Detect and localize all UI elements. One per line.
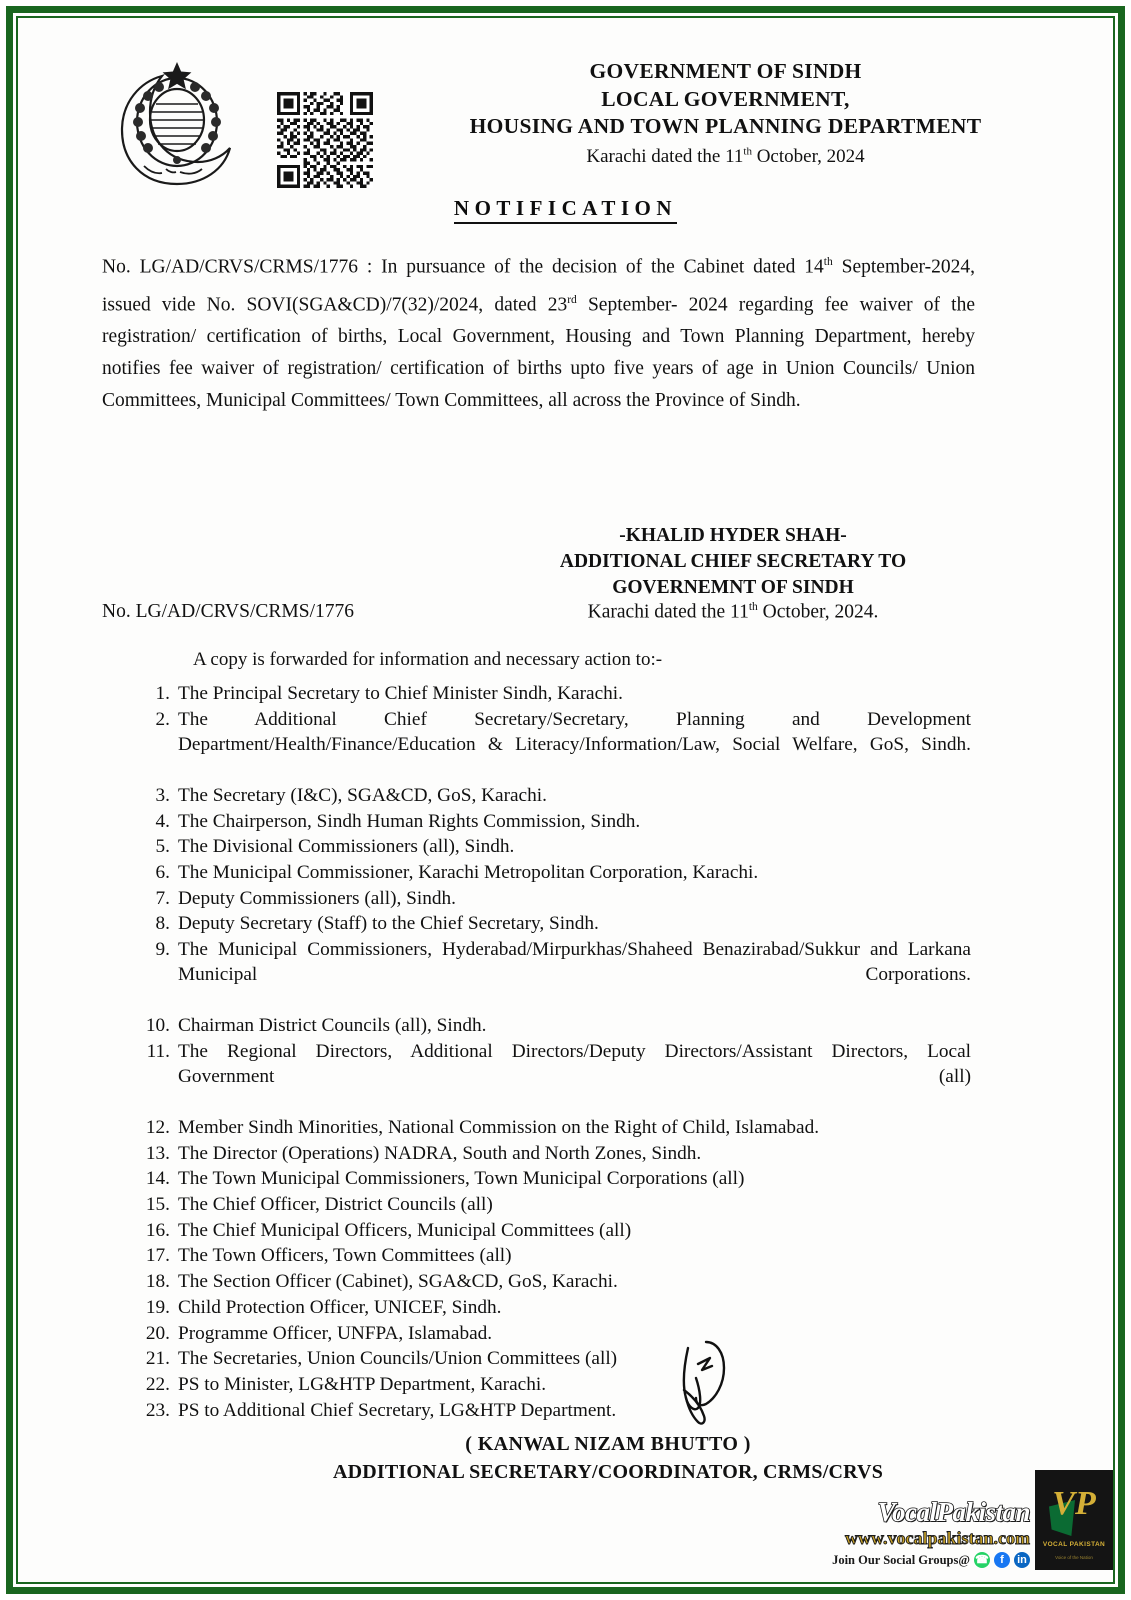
- list-item: [134, 809, 971, 834]
- body-part-2: September-2024, issued vide No. SOVI(SGA&CD)/7(32)/2024, dated 23: [102, 256, 975, 315]
- org-line-department: HOUSING AND TOWN PLANNING DEPARTMENT: [469, 114, 982, 139]
- list-item: [134, 860, 971, 885]
- watermark-url[interactable]: www.vocalpakistan.com: [844, 1527, 1030, 1548]
- list-item-number: 15.: [145, 1194, 170, 1216]
- org-line-government: GOVERNMENT OF SINDH: [589, 59, 862, 83]
- list-item: [134, 911, 971, 936]
- list-item-text: The Town Officers, Town Committees (all): [178, 1245, 512, 1267]
- list-item: [134, 1039, 971, 1115]
- watermark-social-label: Join Our Social Groups@: [832, 1552, 970, 1567]
- list-item: [134, 1192, 971, 1217]
- header-date-suffix: October, 2024: [751, 145, 865, 167]
- closing-name: ( KANWAL NIZAM BHUTTO ): [465, 1433, 751, 1455]
- document-sheet: [18, 18, 1113, 1582]
- list-item: [134, 1346, 971, 1371]
- facebook-icon[interactable]: f: [994, 1552, 1010, 1568]
- notification-body-paragraph: [102, 246, 975, 417]
- list-item-text: The Chief Officer, District Councils (all): [178, 1194, 493, 1216]
- list-item-number: 7.: [155, 887, 170, 909]
- list-item-number: 8.: [155, 913, 170, 935]
- list-item-number: 2.: [155, 708, 170, 730]
- list-item-text: PS to Minister, LG&HTP Department, Karachi.: [178, 1373, 547, 1395]
- handwritten-signature-icon: [658, 1336, 740, 1432]
- list-item-number: 16.: [145, 1219, 170, 1241]
- list-item-text: The Chief Municipal Officers, Municipal Committees (all): [178, 1219, 632, 1241]
- org-line-local-government: LOCAL GOVERNMENT,: [601, 86, 850, 111]
- list-item-text: The Secretaries, Union Councils/Union Committees (all): [178, 1348, 618, 1370]
- list-item-number: 21.: [145, 1348, 170, 1370]
- list-item: [134, 783, 971, 808]
- list-item: [134, 1398, 971, 1423]
- page-border-white-gap: [13, 13, 1118, 1587]
- header-place-date: [388, 143, 1063, 172]
- list-item: [134, 1295, 971, 1320]
- list-item-number: 23.: [145, 1399, 170, 1421]
- header-date-prefix: Karachi dated the 11: [586, 145, 744, 167]
- list-item-number: 1.: [155, 683, 170, 704]
- body-part-3: September- 2024 regarding fee waiver of the registration/ certification of births, Local Government, Housing and Town Planning Department, hereby notifies fee waiver of registration/ certification of births upto five years of age in Union Councils/ Union Committees, Municipal Committees/ Town Committees, all across the Province of Sindh.: [102, 294, 975, 411]
- copy-forwarded-note: A copy is forwarded for information and necessary action to:-: [193, 649, 663, 670]
- list-item: [134, 834, 971, 859]
- list-item-text: The Divisional Commissioners (all), Sindh.: [178, 836, 515, 858]
- list-item: [134, 1218, 971, 1243]
- linkedin-icon[interactable]: in: [1014, 1552, 1030, 1568]
- distribution-list: [134, 681, 971, 1423]
- body-part-1: No. LG/AD/CRVS/CRMS/1776 : In pursuance of the decision of the Cabinet dated 14: [102, 256, 824, 278]
- list-item-text: Child Protection Officer, UNICEF, Sindh.: [178, 1296, 502, 1318]
- list-item: [134, 681, 971, 706]
- list-item-number: 19.: [145, 1296, 170, 1318]
- watermark-logo-monogram: VP: [1052, 1485, 1096, 1522]
- list-item-text: The Regional Directors, Additional Directors/Deputy Directors/Assistant Directors, Local Government (all): [178, 1040, 971, 1088]
- list-item-text: The Additional Chief Secretary/Secretary, Planning and Development Department/Health/Finance/Education & Literacy/Information/Law, Social Welfare, GoS, Sindh.: [178, 708, 971, 755]
- reference-row: [102, 601, 1018, 631]
- signatory-block: [448, 523, 1018, 601]
- list-item: [134, 1141, 971, 1166]
- list-item-number: 17.: [145, 1245, 170, 1267]
- page-title: [18, 196, 1113, 221]
- list-item-text: Deputy Commissioners (all), Sindh.: [178, 887, 456, 909]
- closing-role: ADDITIONAL SECRETARY/COORDINATOR, CRMS/CRVS: [332, 1461, 884, 1483]
- list-item-text: The Municipal Commissioner, Karachi Metropolitan Corporation, Karachi.: [178, 861, 759, 883]
- list-item-text: The Municipal Commissioners, Hyderabad/Mirpurkhas/Shaheed Benazirabad/Sukkur and Larkana Municipal Corporations.: [178, 939, 971, 986]
- list-item: [134, 1166, 971, 1191]
- whatsapp-icon[interactable]: ☎: [975, 1554, 989, 1566]
- list-item-text: The Principal Secretary to Chief Minister Sindh, Karachi.: [178, 683, 623, 704]
- watermark-logo-subtagline: Voice of the Nation: [1055, 1555, 1093, 1560]
- list-item: [134, 1243, 971, 1268]
- list-item-text: The Director (Operations) NADRA, South and North Zones, Sindh.: [178, 1142, 702, 1164]
- list-item: [134, 1013, 971, 1038]
- list-item-text: The Secretary (I&C), SGA&CD, GoS, Karachi.: [178, 784, 547, 806]
- list-item-number: 14.: [145, 1168, 170, 1190]
- body-ordinal-2: rd: [567, 293, 577, 306]
- watermark-text-block: [832, 1496, 1035, 1571]
- list-item-text: The Chairperson, Sindh Human Rights Commission, Sindh.: [178, 810, 641, 832]
- list-item: [134, 1372, 971, 1397]
- list-item-text: Member Sindh Minorities, National Commission on the Right of Child, Islamabad.: [178, 1116, 820, 1138]
- reference-date-suffix: October, 2024.: [757, 601, 879, 623]
- list-item-number: 9.: [155, 939, 170, 961]
- page-border-inner-green: [16, 16, 1115, 1584]
- signatory-name: -KHALID HYDER SHAH-: [619, 525, 847, 546]
- list-item-number: 10.: [145, 1015, 170, 1037]
- sindh-government-emblem-icon: [114, 56, 240, 188]
- list-item-number: 18.: [145, 1271, 170, 1293]
- list-item-number: 5.: [155, 836, 170, 858]
- list-item-number: 3.: [155, 784, 170, 806]
- header-date-ordinal: th: [743, 145, 752, 158]
- notification-heading-text: NOTIFICATION: [454, 196, 677, 224]
- reference-date: [448, 601, 1018, 624]
- watermark-vocalpakistan: [832, 1470, 1113, 1570]
- list-item-text: Deputy Secretary (Staff) to the Chief Secretary, Sindh.: [178, 913, 599, 935]
- list-item: [134, 1269, 971, 1294]
- body-ordinal-1: th: [823, 256, 833, 268]
- list-item: [134, 937, 971, 1013]
- signatory-designation-line1: ADDITIONAL CHIEF SECRETARY TO: [559, 551, 907, 572]
- document-header: [18, 44, 1113, 184]
- list-item: [134, 886, 971, 911]
- list-item-number: 20.: [145, 1322, 170, 1344]
- list-item: [134, 707, 971, 783]
- list-item-number: 11.: [146, 1040, 170, 1062]
- reference-number: No. LG/AD/CRVS/CRMS/1776: [102, 601, 354, 622]
- list-item-number: 4.: [155, 810, 170, 832]
- list-item-text: PS to Additional Chief Secretary, LG&HTP Department.: [178, 1399, 617, 1421]
- list-item-number: 22.: [145, 1373, 170, 1395]
- list-item-text: The Section Officer (Cabinet), SGA&CD, GoS, Karachi.: [178, 1271, 618, 1293]
- list-item: [134, 1115, 971, 1140]
- list-item-number: 6.: [155, 861, 170, 883]
- list-item-text: Chairman District Councils (all), Sindh.: [178, 1015, 487, 1037]
- reference-date-ordinal: th: [748, 601, 758, 613]
- watermark-brand: VocalPakistan: [877, 1496, 1030, 1527]
- reference-date-prefix: Karachi dated the 11: [587, 601, 749, 623]
- qr-code-icon: [277, 92, 373, 188]
- list-item-number: 12.: [145, 1116, 170, 1138]
- list-item-number: 13.: [145, 1142, 170, 1164]
- list-item-text: The Town Municipal Commissioners, Town Municipal Corporations (all): [178, 1168, 745, 1190]
- watermark-social-row: [832, 1552, 1030, 1568]
- watermark-logo-box: [1035, 1470, 1113, 1570]
- list-item-text: Programme Officer, UNFPA, Islamabad.: [178, 1322, 493, 1344]
- department-heading: [388, 58, 1063, 171]
- signatory-designation-line2: GOVERNEMNT OF SINDH: [612, 577, 854, 598]
- watermark-logo-tagline: VOCAL PAKISTAN: [1042, 1541, 1106, 1548]
- page-green-border: [6, 6, 1125, 1594]
- list-item: [134, 1321, 971, 1346]
